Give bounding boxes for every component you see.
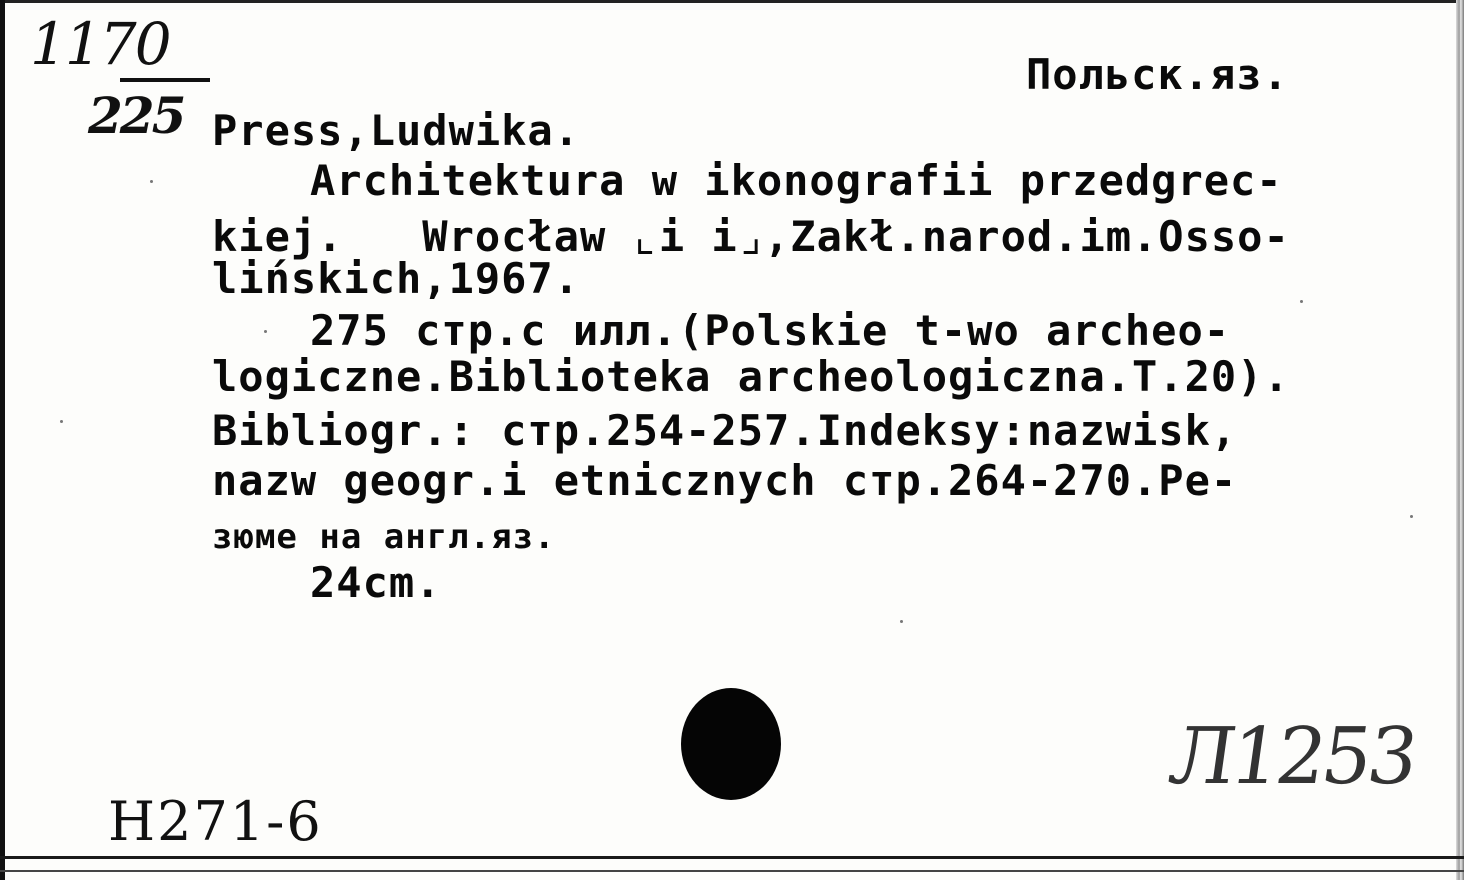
imprint-line: lińskich,1967. [212, 254, 581, 303]
language-note: Польск.яз. [1026, 50, 1289, 99]
punch-hole [681, 688, 781, 800]
bottom-border [0, 856, 1464, 859]
shelf-mark: 1170 [30, 10, 170, 78]
speck [1300, 300, 1303, 303]
card-left-edge [0, 0, 5, 880]
notes-line-3: зюме на англ.яз. [212, 517, 556, 557]
speck [1410, 515, 1413, 518]
speck [264, 330, 267, 333]
collation-line-1: 275 стр.с илл.(Polskie t-wo archeo- [310, 306, 1231, 355]
bottom-border-lower [0, 870, 1464, 872]
inventory-number: Л1253 [1163, 712, 1420, 802]
collation-line-2: logiczne.Biblioteka archeologiczna.T.20). [212, 352, 1290, 401]
title-line-2: kiej. Wrocław ⌞i i⌟,Zakł.narod.im.Osso- [212, 212, 1290, 261]
card-right-edge [1456, 0, 1464, 880]
size-line: 24cm. [310, 558, 442, 607]
call-number: H271-6 [108, 790, 323, 853]
notes-line-1: Bibliogr.: стр.254-257.Indeksy:nazwisk, [212, 406, 1238, 455]
shelf-mark-rule [120, 78, 210, 82]
author-line: Press,Ludwika. [212, 106, 581, 155]
speck [900, 620, 903, 623]
speck [60, 420, 63, 423]
shelf-mark-sub: 225 [88, 86, 184, 145]
speck [150, 180, 153, 183]
title-line-1: Architektura w ikonografii przedgrec- [310, 156, 1283, 205]
card-top-edge [0, 0, 1464, 3]
notes-line-2: nazw geogr.i etnicznych стр.264-270.Ре- [212, 456, 1238, 505]
